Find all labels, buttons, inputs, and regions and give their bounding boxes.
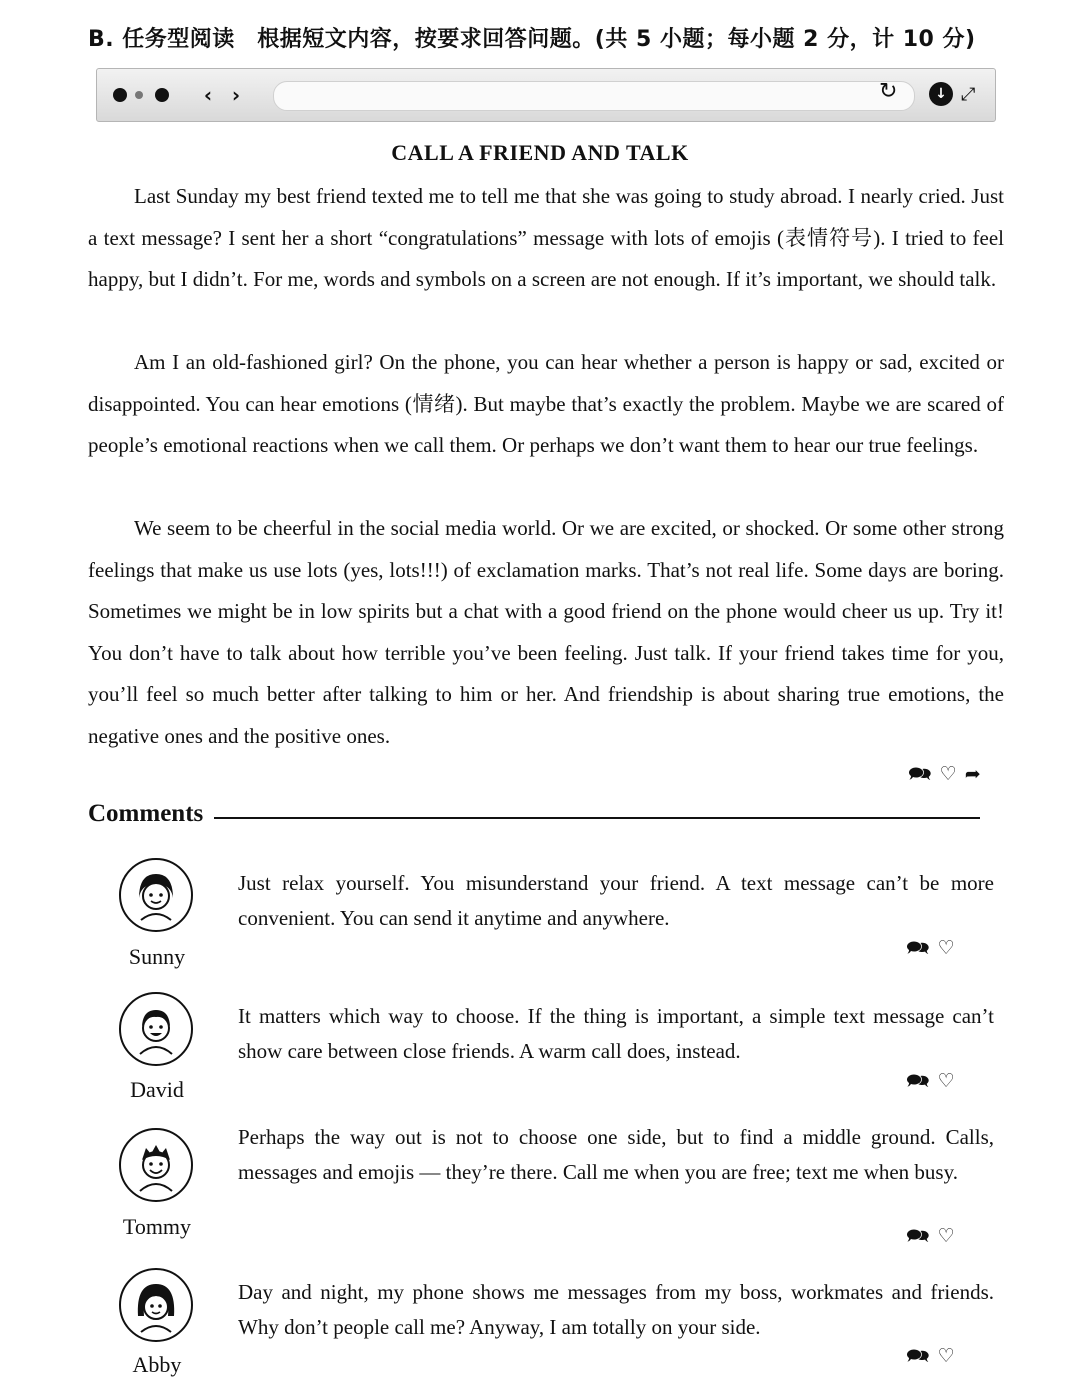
reload-icon[interactable]: ↻ [879, 79, 898, 104]
comment-text: Day and night, my phone shows me messages from my boss, workmates and friends. Why don’t people call me? Anyway, I am totally on your side. [238, 1280, 994, 1339]
window-close-icon[interactable] [113, 88, 127, 102]
window-minimize-icon[interactable] [135, 91, 143, 99]
avatar [119, 992, 193, 1066]
commenter-name: David [130, 1077, 184, 1102]
chevron-right-icon[interactable]: › [231, 83, 241, 107]
address-bar[interactable] [273, 81, 915, 111]
chevron-left-icon[interactable]: ‹ [203, 83, 213, 107]
comment-icon[interactable]: 🗪 [906, 1070, 930, 1092]
comment-icon[interactable]: 🗪 [906, 1225, 930, 1247]
article-paragraph: We seem to be cheerful in the social media world. Or we are excited, or shocked. Or some other strong feelings that make us use lots (yes, lots!!!) of exclamation marks. That’s not real life. Some days are boring. Sometimes we might be in low spirits but a chat with a good friend on the phone would cheer us up. Try it! You don’t have to talk about how terrible you’ve been feeling. Just talk. If your friend takes time for you, you’ll feel so much better after talking to him or her. And friendship is about sharing true emotions, the negative ones and the positive ones. [88, 516, 1004, 748]
comment-actions [898, 1342, 955, 1374]
comment-text: It matters which way to choose. If the thing is important, a simple text message can’t show care between close friends. A warm call does, instead. [238, 1004, 994, 1063]
browser-toolbar [96, 68, 996, 122]
window-maximize-icon[interactable] [155, 88, 169, 102]
article-paragraph: Last Sunday my best friend texted me to tell me that she was going to study abroad. I nearly cried. Just a text message? I sent her a short “congratulations” message with lots of emojis (表情符号). I tried to feel happy, but I didn’t. For me, words and symbols on a screen are not enough. If it’s important, we should talk. [88, 184, 1004, 291]
comment-text: Just relax yourself. You misunderstand your friend. A text message can’t be more convenient. You can send it anytime and anywhere. [238, 871, 994, 930]
download-icon[interactable]: ↓ [929, 82, 953, 106]
comments-heading: Comments [88, 800, 204, 827]
comment-icon[interactable]: 🗪 [908, 763, 932, 785]
article-actions [900, 760, 981, 792]
comment-actions [898, 1222, 955, 1254]
avatar [119, 1268, 193, 1342]
article-paragraph: Am I an old-fashioned girl? On the phone, you can hear whether a person is happy or sad, excited or disappointed. You can hear emotions (情绪). But maybe that’s exactly the problem. Maybe we are scared of people’s emotional reactions when we call them. Or perhaps we don’t want them to hear our true feelings. [88, 350, 1004, 457]
expand-icon[interactable]: ⤢ [961, 84, 976, 105]
heart-icon[interactable]: ♡ [939, 763, 957, 785]
comment-text: Perhaps the way out is not to choose one side, but to find a middle ground. Calls, messages and emojis — they’re there. Call me when you are free; text me when busy. [238, 1125, 994, 1184]
avatar [119, 858, 193, 932]
heart-icon[interactable]: ♡ [937, 1345, 955, 1367]
divider [214, 817, 980, 819]
article-title: CALL A FRIEND AND TALK [391, 140, 689, 165]
heart-icon[interactable]: ♡ [937, 937, 955, 959]
commenter-name: Sunny [128, 944, 186, 969]
comment-actions [898, 934, 955, 966]
section-header: B. 任务型阅读 根据短文内容，按要求回答问题。(共 5 小题；每小题 2 分，计 10 分) [88, 27, 976, 52]
heart-icon[interactable]: ♡ [937, 1070, 955, 1092]
share-icon[interactable]: ➦ [964, 763, 981, 785]
comment-icon[interactable]: 🗪 [906, 937, 930, 959]
commenter-name: Tommy [122, 1214, 192, 1239]
comment-icon[interactable]: 🗪 [906, 1345, 930, 1367]
avatar [119, 1128, 193, 1202]
comment-actions [898, 1067, 955, 1099]
heart-icon[interactable]: ♡ [937, 1225, 955, 1247]
commenter-name: Abby [132, 1352, 182, 1377]
